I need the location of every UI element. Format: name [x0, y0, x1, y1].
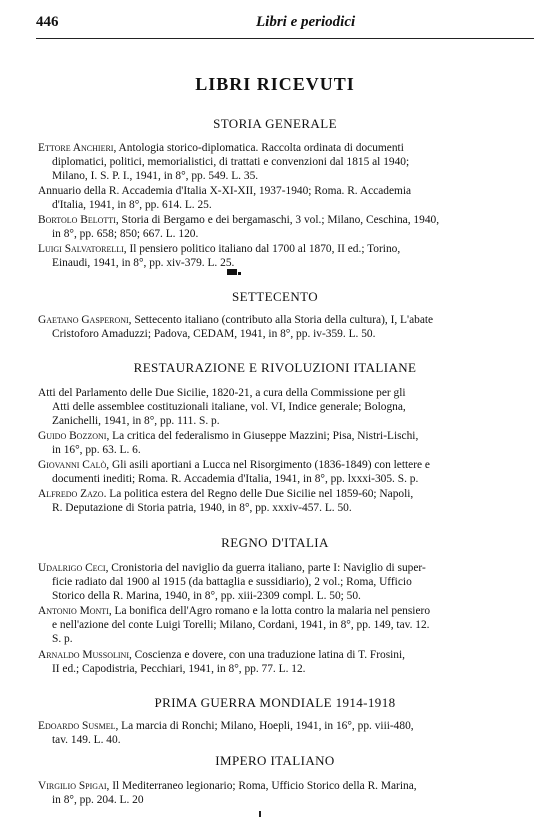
page-title: LIBRI RICEVUTI [195, 74, 355, 94]
entry-line: , Il pensiero politico italiano dal 1700 al 1870, II ed.; Torino, [123, 243, 401, 255]
bibliography-entry-calo [38, 458, 514, 486]
entry-line: , Gli asili aportiani a Lucca nel Risorgimento (1836-1849) con lettere e [106, 459, 430, 471]
entry-author: Alfredo Zazo [38, 488, 104, 500]
entry-line: II ed.; Capodistria, Pecchiari, 1941, in 8°, pp. 77. L. 12. [52, 663, 306, 676]
entry-author: Ettore Anchieri [38, 142, 114, 154]
ornament-icon [226, 268, 242, 276]
page-number: 446 [36, 14, 59, 30]
entry-author: Giovanni Calò [38, 459, 107, 471]
entry-line: Atti del Parlamento delle Due Sicilie, 1820-21, a cura della Commissione per gli [38, 387, 406, 399]
entry-line: R. Deputazione di Storia patria, 1940, in 8°, pp. xxxiv-457. L. 50. [52, 502, 352, 515]
entry-line: ficie radiato dal 1900 al 1915 (da battaglia e sussidiario), 2 vol.; Roma, Ufficio [52, 576, 412, 589]
bibliography-entry-zazo [38, 487, 514, 515]
entry-line: d'Italia, 1941, in 8°, pp. 614. L. 25. [52, 199, 212, 212]
entry-line: Atti delle assemblee costituzionali italiane, vol. VI, Indice generale; Bologna, [52, 401, 406, 414]
entry-line: , Coscienza e dovere, con una traduzione latina di T. Frosini, [128, 649, 406, 661]
entry-line: Milano, I. S. P. I., 1941, in 8°, pp. 549. L. 35. [52, 170, 259, 183]
bibliography-entry-belotti [38, 213, 514, 241]
bibliography-entry-annuario [38, 184, 514, 212]
entry-author: Arnaldo Mussolini [38, 649, 129, 661]
entry-line: , La bonifica dell'Agro romano e la lotta contro la malaria nel pensiero [108, 605, 431, 617]
entry-line: tav. 149. L. 40. [52, 734, 121, 747]
entry-line: , Storia di Bergamo e dei bergamaschi, 3 vol.; Milano, Ceschina, 1940, [115, 214, 440, 226]
ink-speck-icon [258, 810, 262, 818]
entry-line: , Settecento italiano (contributo alla Storia della cultura), I, L'abate [128, 314, 434, 326]
bibliography-entry-susmel [38, 719, 514, 747]
entry-line: Einaudi, 1941, in 8°, pp. xiv-379. L. 25. [52, 257, 235, 270]
bibliography-entry-monti [38, 604, 514, 647]
entry-line: . La politica estera del Regno delle Due Sicilie nel 1859-60; Napoli, [103, 488, 414, 500]
running-title: Libri e periodici [256, 14, 356, 30]
entry-author: Guido Bozzoni [38, 430, 107, 442]
entry-line: in 8°, pp. 658; 850; 667. L. 120. [52, 228, 199, 241]
section-heading-restaurazione: RESTAURAZIONE E RIVOLUZIONI ITALIANE [133, 360, 417, 375]
entry-line: Annuario della R. Accademia d'Italia X-XI-XII, 1937-1940; Roma. R. Accademia [38, 185, 412, 197]
section-heading-impero: IMPERO ITALIANO [215, 753, 335, 768]
entry-line: , Cronistoria del naviglio da guerra italiano, parte I: Naviglio di super- [105, 562, 426, 574]
entry-author: Edoardo Susmel [38, 720, 116, 732]
entry-line: Zanichelli, 1941, in 8°, pp. 111. S. p. [52, 415, 220, 428]
entry-line: e nell'azione del conte Luigi Torelli; Milano, Cordani, 1941, in 8°, pp. 149, tav. 12. [52, 619, 430, 632]
entry-line: , La critica del federalismo in Giuseppe Mazzini; Pisa, Nistri-Lischi, [106, 430, 419, 442]
entry-author: Gaetano Gasperoni [38, 314, 129, 326]
running-header [36, 12, 534, 39]
entry-author: Antonio Monti [38, 605, 109, 617]
entry-line: , La marcia di Ronchi; Milano, Hoepli, 1941, in 16°, pp. viii-480, [115, 720, 414, 732]
bibliography-entry-anchieri [38, 141, 514, 184]
entry-line: , Antologia storico-diplomatica. Raccolta ordinata di documenti [113, 142, 404, 154]
entry-line: documenti inediti; Roma. R. Accademia d'Italia, 1941, in 8°, pp. lxxxi-305. S. p. [52, 473, 419, 486]
entry-author: Virgilio Spigai [38, 780, 107, 792]
entry-line: diplomatici, politici, memorialistici, di trattati e convenzioni dal 1815 al 1940; [52, 156, 410, 169]
bibliography-entry-gasperoni [38, 313, 514, 341]
entry-line: Cristoforo Amaduzzi; Padova, CEDAM, 1941, in 8°, pp. iv-359. L. 50. [52, 328, 376, 341]
section-heading-storia-generale: STORIA GENERALE [213, 116, 337, 131]
entry-line: in 8°, pp. 204. L. 20 [52, 794, 144, 807]
entry-line: in 16°, pp. 63. L. 6. [52, 444, 141, 457]
bibliography-entry-spigai [38, 779, 514, 807]
bibliography-entry-salvatorelli [38, 242, 514, 270]
section-heading-prima-guerra: PRIMA GUERRA MONDIALE 1914-1918 [154, 695, 396, 710]
entry-line: , Il Mediterraneo legionario; Roma, Ufficio Storico della R. Marina, [106, 780, 417, 792]
entry-author: Udalrigo Ceci [38, 562, 106, 574]
entry-author: Luigi Salvatorelli [38, 243, 124, 255]
bibliography-entry-bozzoni [38, 429, 514, 457]
bibliography-entry-atti-parlamento [38, 386, 514, 429]
entry-line: S. p. [52, 633, 73, 646]
entry-author: Bortolo Belotti [38, 214, 116, 226]
section-heading-settecento: SETTECENTO [231, 289, 319, 304]
section-heading-regno-italia: REGNO D'ITALIA [221, 535, 329, 550]
bibliography-entry-ceci [38, 561, 514, 604]
entry-line: Storico della R. Marina, 1940, in 8°, pp. xiii-2309 compl. L. 50; 50. [52, 590, 361, 603]
bibliography-entry-mussolini [38, 648, 514, 676]
